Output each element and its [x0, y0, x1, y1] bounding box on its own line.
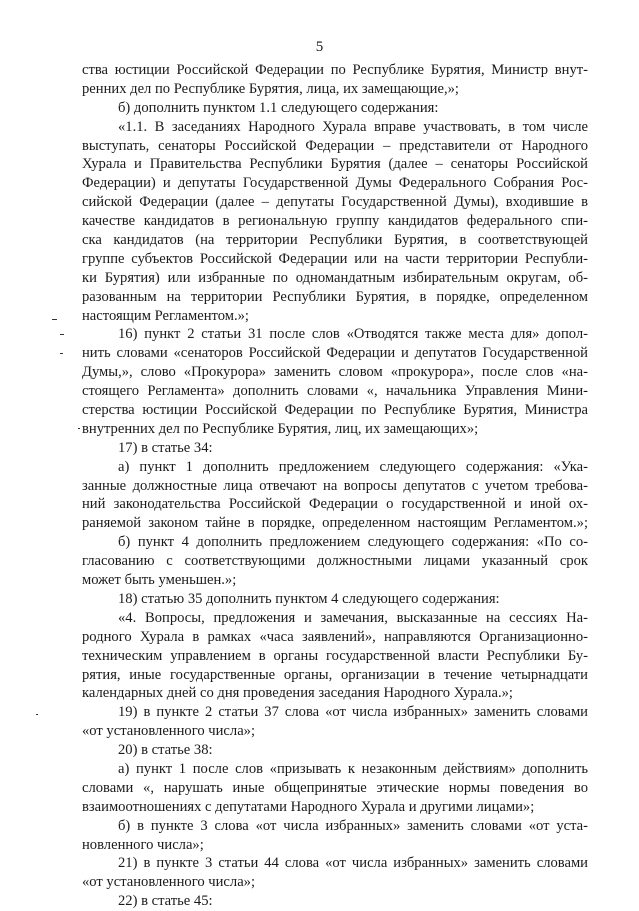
text-line: а) пункт 1 дополнить предложением следующего содержания: «Ука-	[118, 458, 588, 475]
text-line: качестве кандидатов в региональную группу кандидатов федерального спи-	[82, 213, 588, 230]
text-line: сийской Федерации (далее – депутаты Государственной Думы), входившие в	[82, 194, 588, 211]
text-line: «4. Вопросы, предложения и замечания, высказанные на сессиях На-	[118, 609, 588, 626]
text-line: занные должностные лица отвечают на вопросы депутатов с учетом требова-	[82, 477, 588, 494]
text-line: календарных дней со дня проведения заседания Народного Хурала.»;	[82, 685, 513, 702]
text-line: ний законодательства Российской Федерации о государственной и иной ох-	[82, 496, 588, 513]
text-line: 21) в пункте 3 статьи 44 слова «от числа избранных» заменить словами	[118, 855, 588, 872]
text-line: словами «, нарушать иные общепринятые этические нормы поведения во	[82, 779, 588, 796]
text-line: 20) в статье 38:	[118, 742, 213, 759]
text-line: б) в пункте 3 слова «от числа избранных» заменить словами «от уста-	[118, 817, 588, 834]
text-line: 18) статью 35 дополнить пунктом 4 следующего содержания:	[118, 590, 500, 607]
text-line: новленного числа»;	[82, 836, 204, 853]
text-line: «от установленного числа»;	[82, 874, 256, 891]
text-line: группе субъектов Российской Федерации или на части территории Республи-	[82, 250, 588, 267]
text-line: раняемой законом тайне в порядке, определенном настоящим Регламентом.»;	[82, 515, 588, 532]
text-line: выступать, сенаторы Российской Федерации – представители от Народного	[82, 137, 588, 154]
text-line: «1.1. В заседаниях Народного Хурала вправе участвовать, в том числе	[118, 118, 588, 135]
text-line: может быть уменьшен.»;	[82, 572, 237, 589]
text-line: родного Хурала в рамках «часа заявлений», направляются Организационно-	[82, 628, 588, 645]
text-line: ска кандидатов (на территории Республики Бурятия, в соответствующей	[82, 232, 588, 249]
margin-mark	[60, 334, 64, 335]
text-line: гласованию с соответствующими должностными лицами указанный срок	[82, 553, 588, 570]
text-line: 22) в статье 45:	[118, 893, 213, 910]
text-line: техническим управлением в органы государственной власти Республики Бу-	[82, 647, 588, 664]
text-line: разованным на территории Республики Бурятия, в порядке, определенном	[82, 288, 588, 305]
page-number: 5	[315, 39, 324, 55]
text-line: ки Бурятия) или избранные по одномандатным избирательным округам, об-	[82, 269, 588, 286]
text-line: 16) пункт 2 статьи 31 после слов «Отводятся также места для» допол-	[118, 326, 588, 343]
text-line: 17) в статье 34:	[118, 439, 213, 456]
text-line: а) пункт 1 после слов «призывать к незаконным действиям» дополнить	[118, 760, 588, 777]
text-line: настоящим Регламентом.»;	[82, 307, 249, 324]
text-line: рятия, иные государственные органы, организации в течение четырнадцати	[82, 666, 588, 683]
text-line: Думы,», слово «Прокурора» заменить словом «прокурора», после слов «на-	[82, 364, 588, 381]
text-line: стерства юстиции Российской Федерации по Республике Бурятия, Министра	[82, 402, 588, 419]
text-line: 19) в пункте 2 статьи 37 слова «от числа избранных» заменить словами	[118, 704, 588, 721]
margin-mark	[52, 319, 57, 320]
text-line: взаимоотношениях с депутатами Народного Хурала и другими лицами»;	[82, 798, 535, 815]
margin-mark	[60, 353, 63, 354]
text-line: ренних дел по Республике Бурятия, лица, их замещающие,»;	[82, 80, 459, 97]
document-body	[82, 61, 588, 911]
text-line: внутренних дел по Республике Бурятия, лиц, их замещающих»;	[82, 420, 479, 437]
text-line: б) пункт 4 дополнить предложением следующего содержания: «По со-	[118, 534, 588, 551]
text-line: «от установленного числа»;	[82, 723, 256, 740]
text-line: Федерации) и депутаты Государственной Думы Федерального Собрания Рос-	[82, 175, 588, 192]
text-line: б) дополнить пунктом 1.1 следующего содержания:	[118, 99, 439, 116]
margin-mark	[78, 428, 80, 429]
text-line: Хурала и Правительства Республики Бурятия (далее – сенаторы Российской	[82, 156, 588, 173]
text-line: нить словами «сенаторов Российской Федерации и депутатов Государственной	[82, 345, 588, 362]
margin-mark	[36, 714, 38, 715]
text-line: ства юстиции Российской Федерации по Республике Бурятия, Министр внут-	[82, 62, 588, 78]
text-line: стоящего Регламента» дополнить словами «, начальника Управления Мини-	[82, 383, 588, 400]
